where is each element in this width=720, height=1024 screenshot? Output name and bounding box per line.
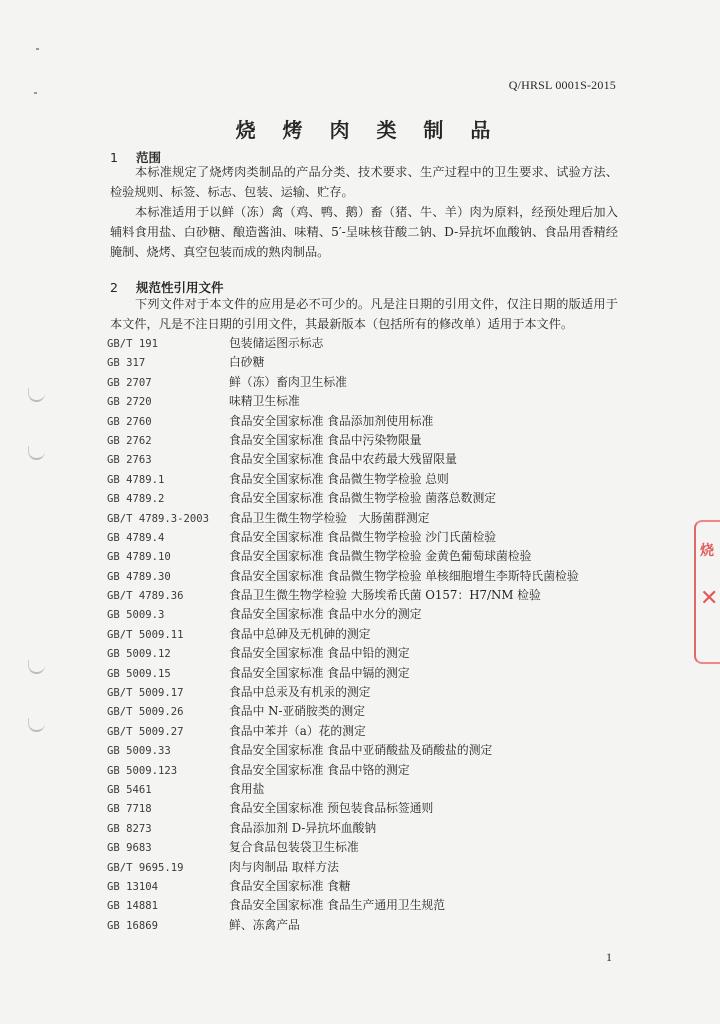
reference-code: GB 9683 <box>107 842 152 855</box>
reference-code: GB 2707 <box>107 376 152 389</box>
reference-name: 食品卫生微生物学检验 大肠菌群测定 <box>229 510 430 525</box>
reference-name: 食用盐 <box>229 781 265 796</box>
reference-name: 白砂糖 <box>229 355 265 370</box>
reference-code: GB 2760 <box>107 415 152 428</box>
reference-name: 食品安全国家标准 食品添加剂使用标准 <box>229 413 434 428</box>
reference-name: 食品安全国家标准 食糖 <box>229 878 351 893</box>
reference-name: 食品安全国家标准 食品中污染物限量 <box>229 432 422 447</box>
reference-item <box>107 353 627 372</box>
reference-name: 食品安全国家标准 食品中水分的测定 <box>229 607 422 622</box>
reference-name: 鲜（冻）畜肉卫生标准 <box>229 374 347 389</box>
reference-code: GB 4789.30 <box>107 570 171 583</box>
reference-item <box>107 838 627 857</box>
reference-name: 味精卫生标准 <box>229 394 300 409</box>
reference-code: GB 8273 <box>107 822 152 835</box>
reference-code: GB 5009.12 <box>107 648 171 661</box>
reference-item <box>107 819 627 838</box>
reference-name: 食品卫生微生物学检验 大肠埃希氏菌 O157：H7/NM 检验 <box>229 588 541 603</box>
section-1-paragraph-2: 本标准适用于以鲜（冻）禽（鸡、鸭、鹅）畜（猪、牛、羊）肉为原料，经预处理后加入辅料食用盐、白砂糖、酿造酱油、味精、5′-呈味核苷酸二钠、D-异抗坏血酸钠、食品用香精经腌制、烧烤、真空包装而成的熟肉制品。 <box>110 205 618 259</box>
reference-name: 食品安全国家标准 食品微生物学检验 菌落总数测定 <box>229 491 497 506</box>
section-number: 2 <box>110 280 118 295</box>
reference-item <box>107 586 627 605</box>
reference-name: 食品安全国家标准 食品微生物学检验 单核细胞增生李斯特氏菌检验 <box>229 568 579 583</box>
reference-item <box>107 509 627 528</box>
reference-item <box>107 567 627 586</box>
reference-item <box>107 722 627 741</box>
reference-name: 食品安全国家标准 食品中农药最大残留限量 <box>229 452 457 467</box>
reference-code: GB 5009.15 <box>107 667 171 680</box>
section-2-intro: 下列文件对于本文件的应用是必不可少的。凡是注日期的引用文件，仅注日期的版适用于本文件，凡是不注日期的引用文件，其最新版本（包括所有的修改单）适用于本文件。 <box>110 297 618 331</box>
reference-item <box>107 547 627 566</box>
reference-item <box>107 625 627 644</box>
reference-code: GB 14881 <box>107 900 159 913</box>
reference-code: GB 5009.123 <box>107 764 178 777</box>
binder-hole-mark <box>28 446 45 460</box>
reference-code: GB 7718 <box>107 803 152 816</box>
reference-item <box>107 470 627 489</box>
reference-item <box>107 780 627 799</box>
reference-code: GB 4789.1 <box>107 473 165 486</box>
binder-hole-mark <box>28 660 45 674</box>
reference-item <box>107 450 627 469</box>
reference-name: 食品安全国家标准 食品微生物学检验 总则 <box>229 471 449 486</box>
reference-name: 食品安全国家标准 食品中亚硝酸盐及硝酸盐的测定 <box>229 743 493 758</box>
reference-code: GB 5461 <box>107 783 152 796</box>
stamp-text: 烧 <box>700 543 714 559</box>
reference-item <box>107 683 627 702</box>
reference-item <box>107 373 627 392</box>
reference-item <box>107 664 627 683</box>
reference-item <box>107 412 627 431</box>
scan-speck <box>34 92 37 94</box>
reference-name: 食品安全国家标准 食品生产通用卫生规范 <box>229 898 446 913</box>
reference-name: 鲜、冻禽产品 <box>229 917 300 932</box>
reference-item <box>107 702 627 721</box>
reference-code: GB 16869 <box>107 919 159 932</box>
reference-list <box>107 334 627 935</box>
reference-code: GB/T 4789.36 <box>107 590 184 603</box>
reference-name: 食品安全国家标准 食品中铅的测定 <box>229 646 410 661</box>
page-number: 1 <box>606 950 612 964</box>
reference-code: GB/T 5009.27 <box>107 725 184 738</box>
reference-item <box>107 799 627 818</box>
reference-item <box>107 741 627 760</box>
reference-code: GB 4789.2 <box>107 493 165 506</box>
reference-name: 复合食品包装袋卫生标准 <box>229 840 359 855</box>
reference-code: GB/T 4789.3-2003 <box>107 512 210 525</box>
reference-item <box>107 761 627 780</box>
reference-name: 食品安全国家标准 食品中镉的测定 <box>229 665 410 680</box>
reference-item <box>107 528 627 547</box>
reference-item <box>107 431 627 450</box>
reference-name: 食品添加剂 D-异抗坏血酸钠 <box>229 820 377 835</box>
reference-name: 食品中总汞及有机汞的测定 <box>229 685 371 700</box>
reference-name: 食品安全国家标准 食品微生物学检验 金黄色葡萄球菌检验 <box>229 549 532 564</box>
binder-hole-mark <box>28 388 45 402</box>
binder-hole-mark <box>28 718 45 732</box>
reference-name: 肉与肉制品 取样方法 <box>229 859 339 874</box>
reference-name: 食品安全国家标准 食品中铬的测定 <box>229 762 410 777</box>
reference-code: GB 5009.3 <box>107 609 165 622</box>
reference-code: GB/T 5009.26 <box>107 706 184 719</box>
reference-code: GB 2762 <box>107 434 152 447</box>
reference-code: GB 2763 <box>107 454 152 467</box>
reference-code: GB/T 5009.11 <box>107 628 184 641</box>
reference-name: 包装储运图示标志 <box>229 336 324 350</box>
section-title: 范围 <box>136 150 162 165</box>
reference-item <box>107 489 627 508</box>
reference-code: GB 5009.33 <box>107 745 171 758</box>
scan-speck <box>36 48 39 50</box>
section-1-paragraph-1: 本标准规定了烧烤肉类制品的产品分类、技术要求、生产过程中的卫生要求、试验方法、检验规则、标签、标志、包装、运输、贮存。 <box>110 165 618 199</box>
reference-item <box>107 392 627 411</box>
stamp-mark-icon: ✕ <box>700 586 719 611</box>
reference-item <box>107 605 627 624</box>
reference-item <box>107 334 627 353</box>
section-number: 1 <box>110 150 118 165</box>
reference-name: 食品中苯并（a）花的测定 <box>229 723 366 738</box>
reference-code: GB 2720 <box>107 396 152 409</box>
reference-item <box>107 877 627 896</box>
reference-item <box>107 858 627 877</box>
reference-name: 食品安全国家标准 预包装食品标签通则 <box>229 801 434 816</box>
reference-name: 食品中 N-亚硝胺类的测定 <box>229 704 366 719</box>
red-seal-stamp <box>694 520 720 664</box>
reference-item <box>107 916 627 935</box>
reference-code: GB/T 9695.19 <box>107 861 184 874</box>
reference-item <box>107 644 627 663</box>
reference-code: GB 4789.10 <box>107 551 171 564</box>
reference-item <box>107 896 627 915</box>
reference-code: GB/T 5009.17 <box>107 687 184 700</box>
reference-name: 食品中总砷及无机砷的测定 <box>229 626 371 641</box>
reference-code: GB 317 <box>107 357 146 370</box>
document-title: 烧 烤 肉 类 制 品 <box>235 118 501 142</box>
reference-name: 食品安全国家标准 食品微生物学检验 沙门氏菌检验 <box>229 529 497 544</box>
standard-code: Q/HRSL 0001S-2015 <box>508 78 616 92</box>
reference-code: GB/T 191 <box>107 338 159 350</box>
reference-code: GB 4789.4 <box>107 531 165 544</box>
section-title: 规范性引用文件 <box>136 280 224 295</box>
reference-code: GB 13104 <box>107 880 159 893</box>
